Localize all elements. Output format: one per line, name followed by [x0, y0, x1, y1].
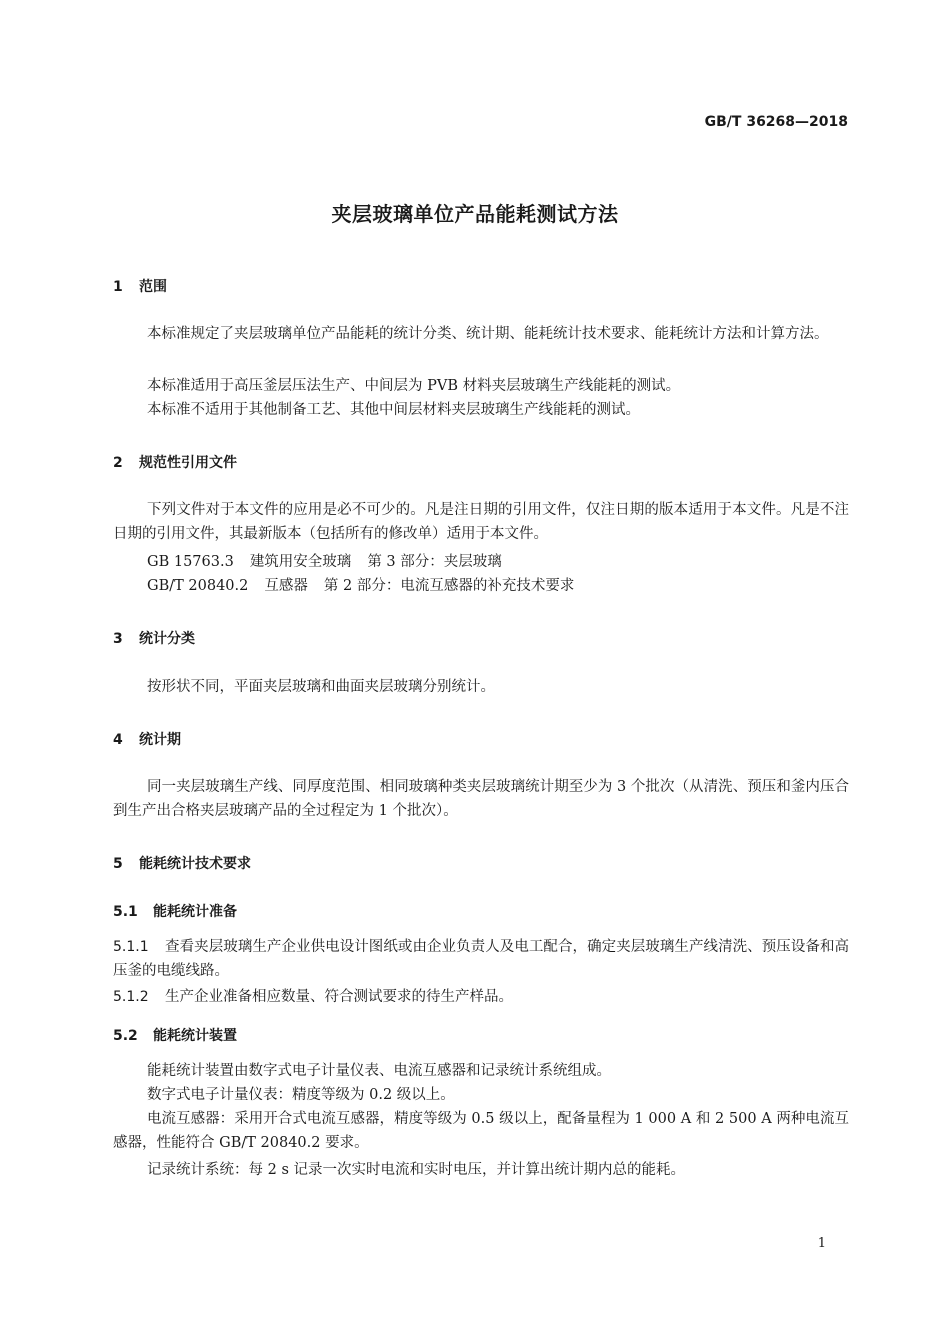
subsection-5-1-heading: [113, 901, 237, 921]
reference-code: GB/T 20840.2: [147, 578, 249, 594]
section-1-paragraph-3: 本标准不适用于其他制备工艺、其他中间层材料夹层玻璃生产线能耗的测试。: [147, 402, 640, 418]
clause-number: 5.1.2: [113, 989, 149, 1005]
section-title: 范围: [139, 279, 167, 295]
section-number: 2: [113, 455, 123, 471]
reference-part: 第 2 部分：电流互感器的补充技术要求: [323, 578, 575, 594]
subsection-title: 能耗统计装置: [153, 1028, 237, 1044]
section-number: 5: [113, 856, 123, 872]
section-2-heading: [113, 452, 237, 472]
clause-number: 5.1.1: [113, 939, 149, 955]
subsection-title: 能耗统计准备: [153, 904, 237, 920]
reference-part: 第 3 部分：夹层玻璃: [367, 554, 502, 570]
section-number: 4: [113, 732, 123, 748]
section-3-heading: [113, 628, 195, 648]
normative-reference-2: [147, 574, 574, 598]
section-number: 3: [113, 631, 123, 647]
section-title: 统计期: [139, 732, 181, 748]
section-5-2-paragraph-3: 电流互感器：采用开合式电流互感器，精度等级为 0.5 级以上，配备量程为 1 000 A 和 2 500 A 两种电流互感器，性能符合 GB/T 20840.2 要求。: [113, 1111, 849, 1151]
section-5-2-paragraph-2: 数字式电子计量仪表：精度等级为 0.2 级以上。: [147, 1087, 455, 1103]
section-2-paragraph-1: 下列文件对于本文件的应用是必不可少的。凡是注日期的引用文件，仅注日期的版本适用于本文件。凡是不注日期的引用文件，其最新版本（包括所有的修改单）适用于本文件。: [113, 502, 849, 542]
standard-code: GB/T 36268—2018: [704, 114, 848, 130]
section-5-2-paragraph-4: 记录统计系统：每 2 s 记录一次实时电流和实时电压，并计算出统计期内总的能耗。: [147, 1162, 685, 1178]
section-5-heading: [113, 853, 251, 873]
reference-title: 互感器: [264, 578, 308, 594]
normative-reference-1: [147, 550, 502, 574]
subsection-number: 5.1: [113, 904, 138, 920]
section-title: 规范性引用文件: [139, 455, 237, 471]
section-number: 1: [113, 279, 123, 295]
section-title: 能耗统计技术要求: [139, 856, 251, 872]
clause-5-1-2: [113, 985, 849, 1009]
document-title: 夹层玻璃单位产品能耗测试方法: [331, 202, 619, 226]
clause-text: 查看夹层玻璃生产企业供电设计图纸或由企业负责人及电工配合，确定夹层玻璃生产线清洗、预压设备和高压釜的电缆线路。: [113, 939, 849, 979]
section-4-paragraph-1: 同一夹层玻璃生产线、同厚度范围、相同玻璃种类夹层玻璃统计期至少为 3 个批次（从清洗、预压和釜内压合到生产出合格夹层玻璃产品的全过程定为 1 个批次）。: [113, 779, 849, 819]
reference-title: 建筑用安全玻璃: [249, 554, 352, 570]
section-5-2-paragraph-1: 能耗统计装置由数字式电子计量仪表、电流互感器和记录统计系统组成。: [147, 1063, 611, 1079]
subsection-number: 5.2: [113, 1028, 138, 1044]
section-3-paragraph-1: 按形状不同，平面夹层玻璃和曲面夹层玻璃分别统计。: [147, 679, 495, 695]
subsection-5-2-heading: [113, 1025, 237, 1045]
clause-5-1-1: [113, 935, 849, 983]
page-number: 1: [817, 1236, 826, 1251]
section-1-paragraph-2: 本标准适用于高压釜层压法生产、中间层为 PVB 材料夹层玻璃生产线能耗的测试。: [147, 378, 681, 394]
section-title: 统计分类: [139, 631, 195, 647]
reference-code: GB 15763.3: [147, 554, 234, 570]
section-1-paragraph-1: 本标准规定了夹层玻璃单位产品能耗的统计分类、统计期、能耗统计技术要求、能耗统计方法和计算方法。: [147, 326, 829, 342]
section-1-heading: [113, 276, 167, 296]
section-4-heading: [113, 729, 181, 749]
clause-text: 生产企业准备相应数量、符合测试要求的待生产样品。: [165, 989, 513, 1005]
